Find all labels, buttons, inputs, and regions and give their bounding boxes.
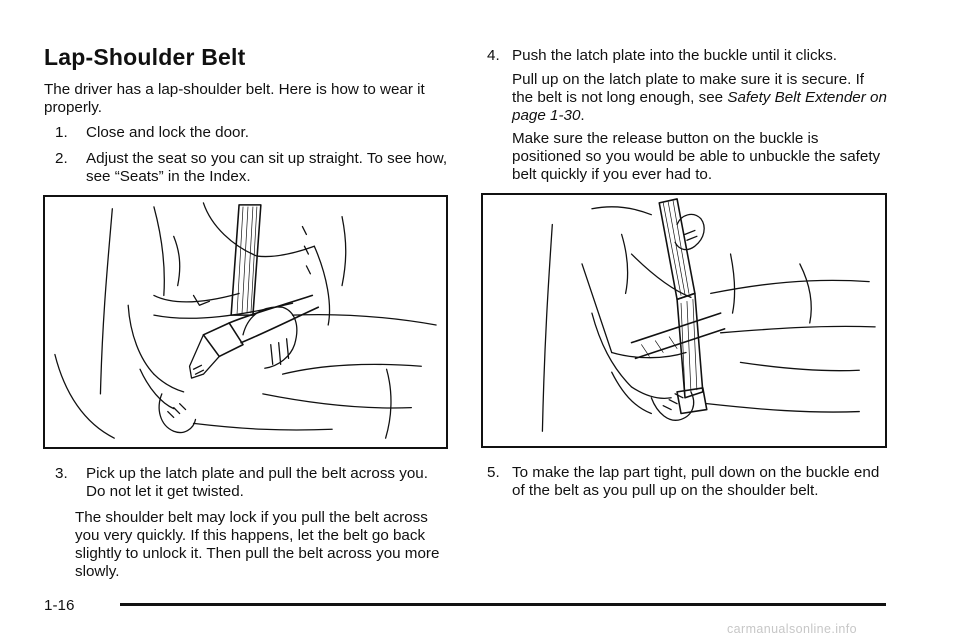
step-4-note-text: Pull up on the latch plate to make sure it is secure. If the belt is not long enough, see	[512, 71, 865, 106]
step-1-text: Close and lock the door.	[86, 124, 249, 141]
step-3	[55, 465, 449, 501]
step-4-text: Push the latch plate into the buckle until it clicks.	[512, 47, 838, 64]
figure-pull-belt-across	[43, 195, 448, 449]
step-4	[487, 47, 887, 65]
illustration-pull-belt	[45, 197, 446, 447]
step-4-note	[512, 71, 887, 125]
step-3-text: Pick up the latch plate and pull the belt across you. Do not let it get twisted.	[86, 465, 428, 500]
page-title: Lap-Shoulder Belt	[44, 44, 246, 70]
intro-paragraph: The driver has a lap-shoulder belt. Here is how to wear it properly.	[44, 81, 425, 116]
step-2	[55, 150, 449, 186]
step-1	[55, 124, 449, 142]
step-2-number: 2.	[55, 150, 68, 167]
page-number: 1-16	[44, 597, 75, 614]
step-4-note-2: Make sure the release button on the buckle is positioned so you would be able to unbuckle the safety belt quickly if you ever had to.	[512, 130, 881, 183]
figure-latch-into-buckle	[481, 193, 887, 448]
safety-belt-extender-link[interactable]: Safety Belt Extender on page 1-30	[512, 89, 887, 124]
step-4-number: 4.	[487, 47, 500, 64]
illustration-latch-buckle	[483, 195, 885, 446]
step-2-text: Adjust the seat so you can sit up straight. To see how, see “Seats” in the Index.	[86, 150, 448, 185]
step-1-number: 1.	[55, 124, 68, 141]
footer-rule	[120, 603, 886, 606]
step-5-text: To make the lap part tight, pull down on the buckle end of the belt as you pull up on the shoulder belt.	[512, 464, 880, 499]
step-5	[487, 464, 887, 500]
step-4-note-end: .	[580, 107, 585, 124]
step-5-number: 5.	[487, 464, 500, 481]
step-3-number: 3.	[55, 465, 68, 482]
watermark: carmanualsonline.info	[727, 622, 858, 636]
step-3-note: The shoulder belt may lock if you pull the belt across you very quickly. If this happens, let the belt go back slightly to unlock it. Then pull the belt across you more slowly.	[75, 509, 440, 580]
